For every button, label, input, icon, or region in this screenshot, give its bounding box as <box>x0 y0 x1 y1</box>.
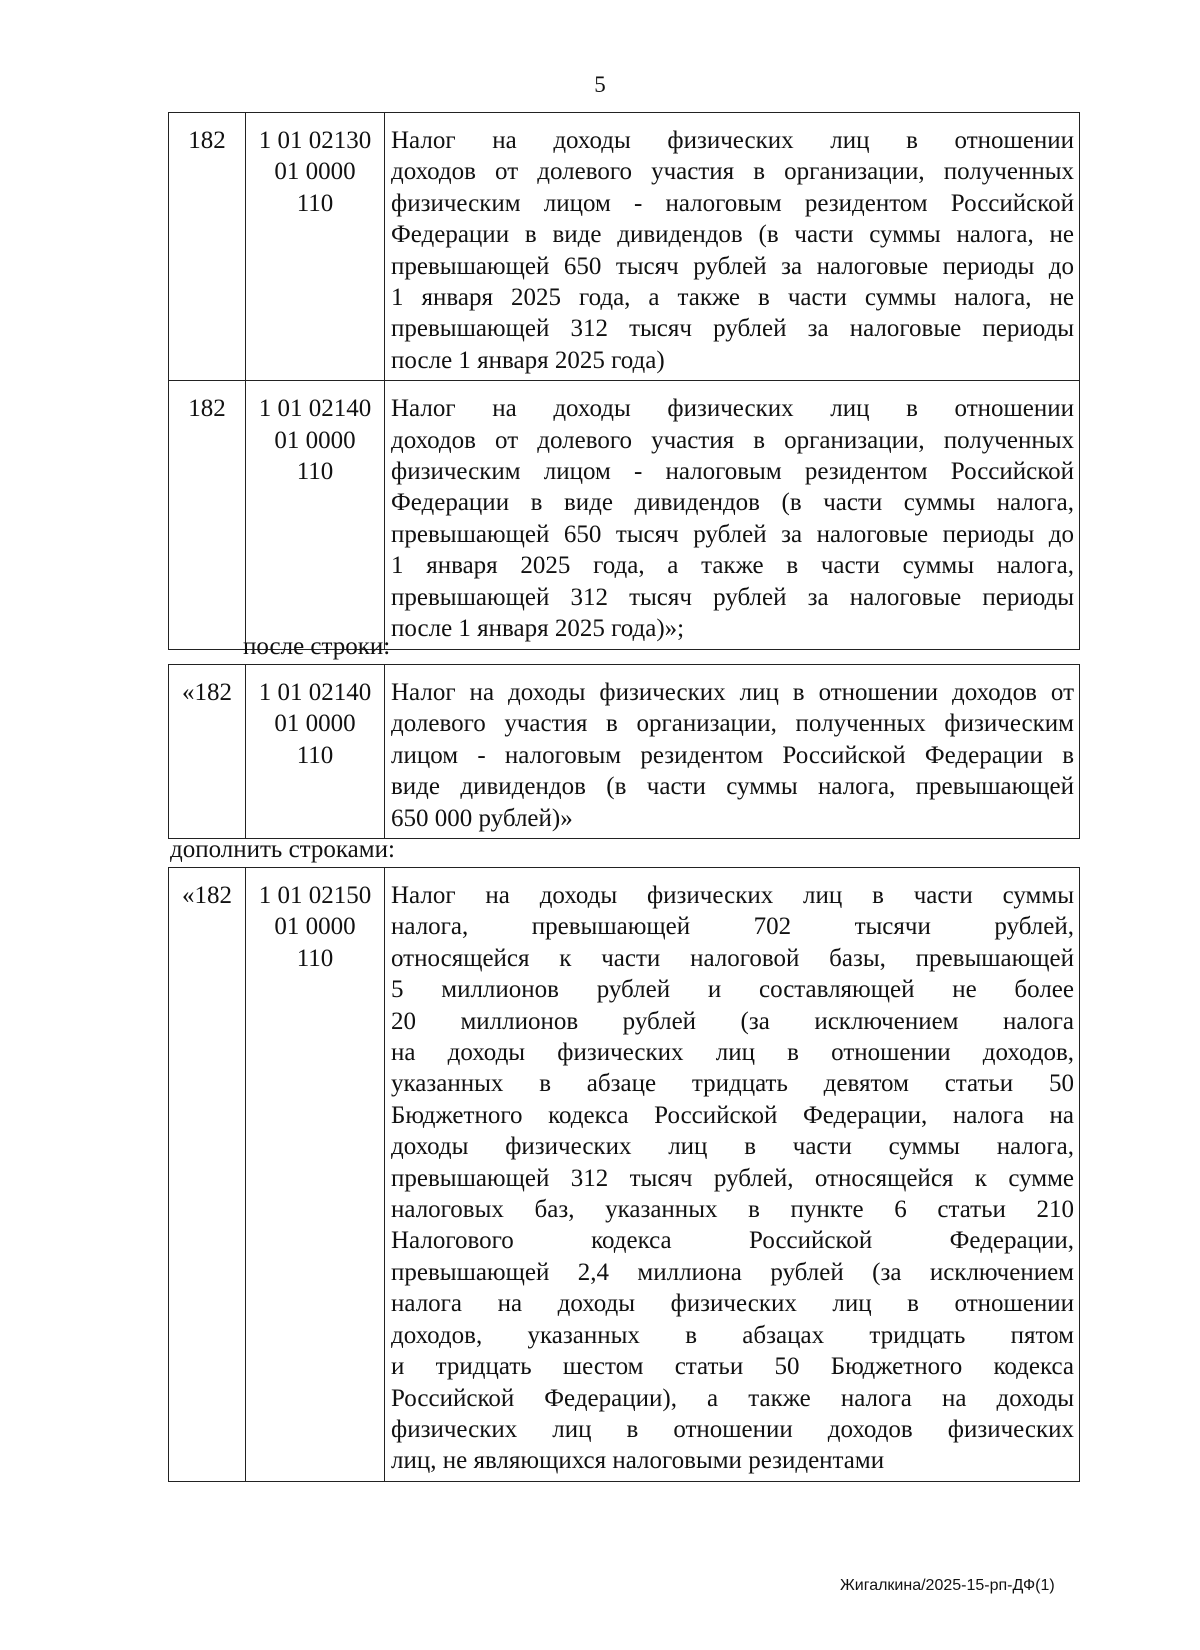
admin-code-cell: 182 <box>169 381 246 649</box>
document-id-footer: Жигалкина/2025-15-рп-ДФ(1) <box>840 1577 1055 1594</box>
description-line: налоговых баз, указанных в пункте 6 статьи 210 <box>391 1196 1074 1224</box>
description-line: налога, превышающей 702 тысячи рублей, <box>391 913 1074 941</box>
description-line: Налог на доходы физических лиц в отношении доходов от <box>391 679 1074 706</box>
description-line: Федерации в виде дивидендов (в части суммы налога, не <box>391 221 1074 249</box>
description-line: относящейся к части налоговой базы, превышающей <box>391 944 1074 972</box>
description-line: после 1 января 2025 года)»; <box>391 615 685 643</box>
description-line: указанных в абзаце тридцать девятом статьи 50 <box>391 1070 1074 1098</box>
admin-code-cell: 182 <box>169 113 246 381</box>
table-row <box>169 868 1080 1482</box>
admin-code-cell: «182 <box>169 665 246 839</box>
description-line: после 1 января 2025 года) <box>391 346 665 374</box>
description-line: 650 000 рублей)» <box>391 804 573 832</box>
description-cell <box>385 381 1080 649</box>
description-line: превышающей 312 тысяч рублей, относящейся к сумме <box>391 1164 1074 1192</box>
description-line: на доходы физических лиц в отношении доходов, <box>391 1039 1074 1067</box>
description-line: доходов от долевого участия в организации, полученных <box>391 158 1074 186</box>
code-part: 01 0000 <box>274 426 356 454</box>
caption-add-rows: дополнить строками: <box>170 836 395 863</box>
description-line: превышающей 312 тысяч рублей за налоговые периоды <box>391 583 1074 611</box>
table-row <box>169 665 1080 839</box>
description-cell <box>385 665 1080 839</box>
code-part: 110 <box>296 189 334 217</box>
code-part: 110 <box>296 741 334 769</box>
description-line: превышающей 650 тысяч рублей за налоговые периоды до <box>391 520 1074 548</box>
description-line: Российской Федерации), а также налога на доходы <box>391 1384 1074 1412</box>
description-line: физическим лицом - налоговым резидентом Российской <box>391 189 1074 217</box>
description-line: 20 миллионов рублей (за исключением налога <box>391 1007 1074 1035</box>
code-part: 110 <box>296 458 334 486</box>
description-line: Налог на доходы физических лиц в отношении <box>391 395 1074 423</box>
caption-after-row: после строки: <box>243 633 391 660</box>
code-part: 1 01 02150 <box>258 882 372 909</box>
codes-table-top <box>168 112 1080 650</box>
code-part: 01 0000 <box>274 710 356 738</box>
code-part: 01 0000 <box>274 913 356 941</box>
description-line: доходов, указанных в абзацах тридцать пятом <box>391 1321 1074 1349</box>
description-line: физическим лицом - налоговым резидентом Российской <box>391 458 1074 486</box>
table-row <box>169 381 1080 649</box>
description-line: доходов от долевого участия в организации, полученных <box>391 426 1074 454</box>
description-line: Налог на доходы физических лиц в отношении <box>391 127 1074 154</box>
code-part: 1 01 02130 <box>258 127 372 154</box>
code-part: 01 0000 <box>274 158 356 186</box>
description-line: физических лиц в отношении доходов физических <box>391 1415 1074 1443</box>
description-cell <box>385 113 1080 381</box>
code-part: 1 01 02140 <box>258 395 372 423</box>
admin-code-cell: «182 <box>169 868 246 1482</box>
budget-code-cell <box>246 868 385 1482</box>
description-line: Бюджетного кодекса Российской Федерации, налога на <box>391 1101 1074 1129</box>
description-line: превышающей 312 тысяч рублей за налоговые периоды <box>391 315 1074 343</box>
description-line: 1 января 2025 года, а также в части суммы налога, <box>391 552 1074 580</box>
code-part: 1 01 02140 <box>258 679 372 706</box>
table-row <box>169 113 1080 381</box>
description-line: Налогового кодекса Российской Федерации, <box>391 1227 1074 1255</box>
code-part: 110 <box>296 944 334 972</box>
description-line: лиц, не являющихся налоговыми резидентами <box>391 1447 885 1475</box>
budget-code-cell <box>246 381 385 649</box>
description-cell <box>385 868 1080 1482</box>
description-line: превышающей 2,4 миллиона рублей (за исключением <box>391 1258 1074 1286</box>
description-line: 1 января 2025 года, а также в части суммы налога, не <box>391 284 1074 312</box>
description-line: доходы физических лиц в части суммы налога, <box>391 1133 1074 1161</box>
description-line: Налог на доходы физических лиц в части суммы <box>391 882 1074 909</box>
page-number: 5 <box>594 72 606 97</box>
description-line: 5 миллионов рублей и составляющей не более <box>391 976 1074 1004</box>
budget-code-cell <box>246 665 385 839</box>
description-line: виде дивидендов (в части суммы налога, превышающей <box>391 773 1074 801</box>
description-line: и тридцать шестом статьи 50 Бюджетного кодекса <box>391 1353 1074 1381</box>
description-line: превышающей 650 тысяч рублей за налоговые периоды до <box>391 252 1074 280</box>
description-line: налога на доходы физических лиц в отношении <box>391 1290 1074 1318</box>
budget-code-cell <box>246 113 385 381</box>
description-line: лицом - налоговым резидентом Российской Федерации в <box>391 741 1074 769</box>
description-line: долевого участия в организации, полученных физическим <box>391 710 1074 738</box>
codes-table-middle <box>168 664 1080 839</box>
description-line: Федерации в виде дивидендов (в части суммы налога, <box>391 489 1074 517</box>
codes-table-bottom <box>168 867 1080 1482</box>
